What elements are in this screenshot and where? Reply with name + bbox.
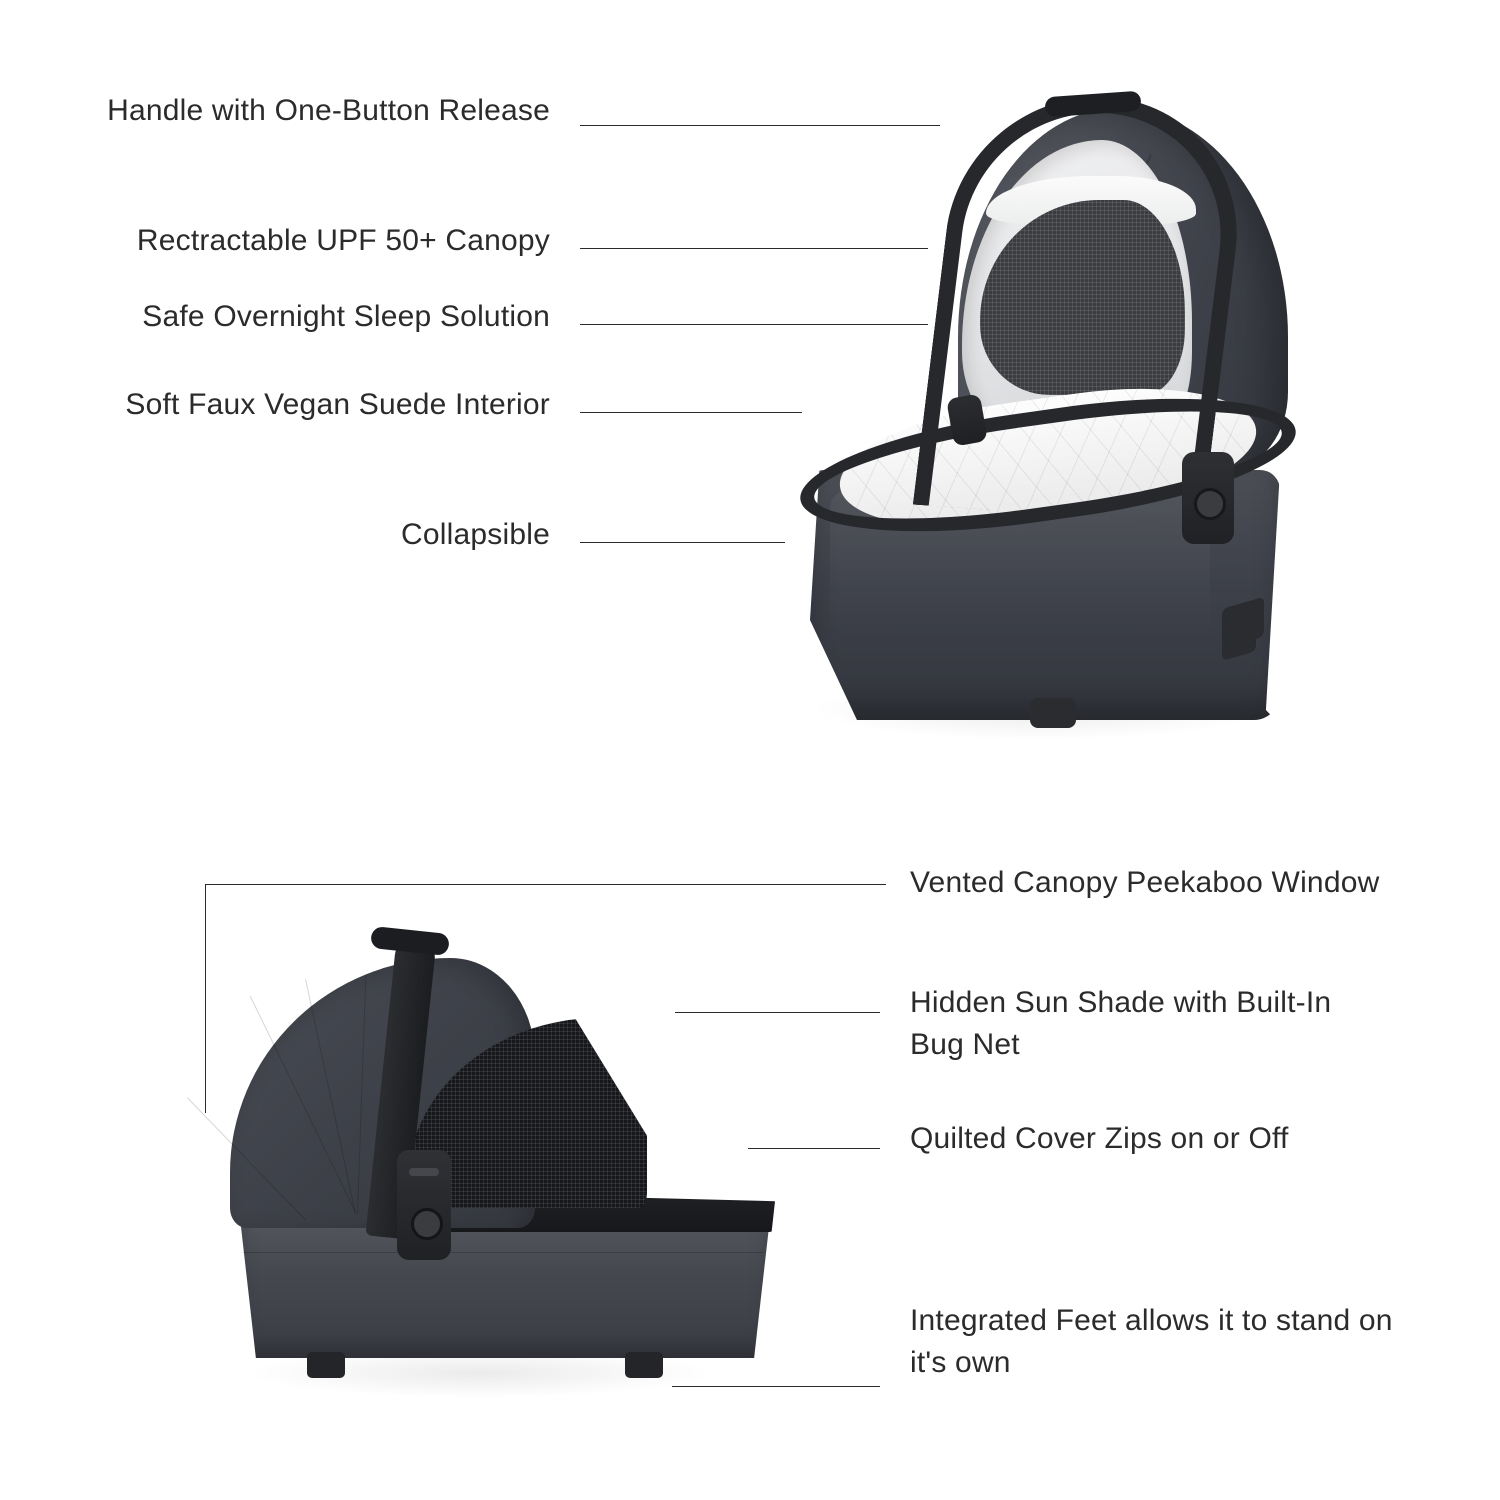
bassinet-shell-seam <box>243 1252 763 1253</box>
integrated-foot <box>625 1352 663 1378</box>
figure-bassinet-side <box>185 900 825 1420</box>
callout-label-sun-shade: Hidden Sun Shade with Built-In Bug Net <box>910 986 1332 1061</box>
callout-label-integrated-feet: Integrated Feet allows it to stand on it's own <box>910 1304 1393 1379</box>
handle-slot <box>409 1168 439 1176</box>
figure-bassinet-open <box>790 80 1390 700</box>
leader-line-collapsible <box>580 542 785 543</box>
callout-label-peekaboo-window: Vented Canopy Peekaboo Window <box>910 866 1380 899</box>
handle-hinge <box>397 1150 451 1260</box>
callout-label-handle-release: Handle with One-Button Release <box>107 94 550 127</box>
one-button-release-icon <box>1194 488 1226 520</box>
integrated-foot <box>307 1352 345 1378</box>
one-button-release-icon <box>411 1208 443 1240</box>
callout-label-collapsible: Collapsible <box>401 518 550 551</box>
callout-label-vegan-suede: Soft Faux Vegan Suede Interior <box>125 388 550 421</box>
callout-label-overnight-sleep: Safe Overnight Sleep Solution <box>142 300 550 333</box>
bassinet-shell <box>240 1218 770 1358</box>
integrated-foot <box>1030 698 1076 728</box>
leader-line-vegan-suede <box>580 412 802 413</box>
callout-label-quilted-cover: Quilted Cover Zips on or Off <box>910 1122 1289 1155</box>
callout-label-upf-canopy: Rectractable UPF 50+ Canopy <box>136 224 550 257</box>
handle-grip <box>370 926 450 956</box>
integrated-foot <box>1242 596 1264 643</box>
